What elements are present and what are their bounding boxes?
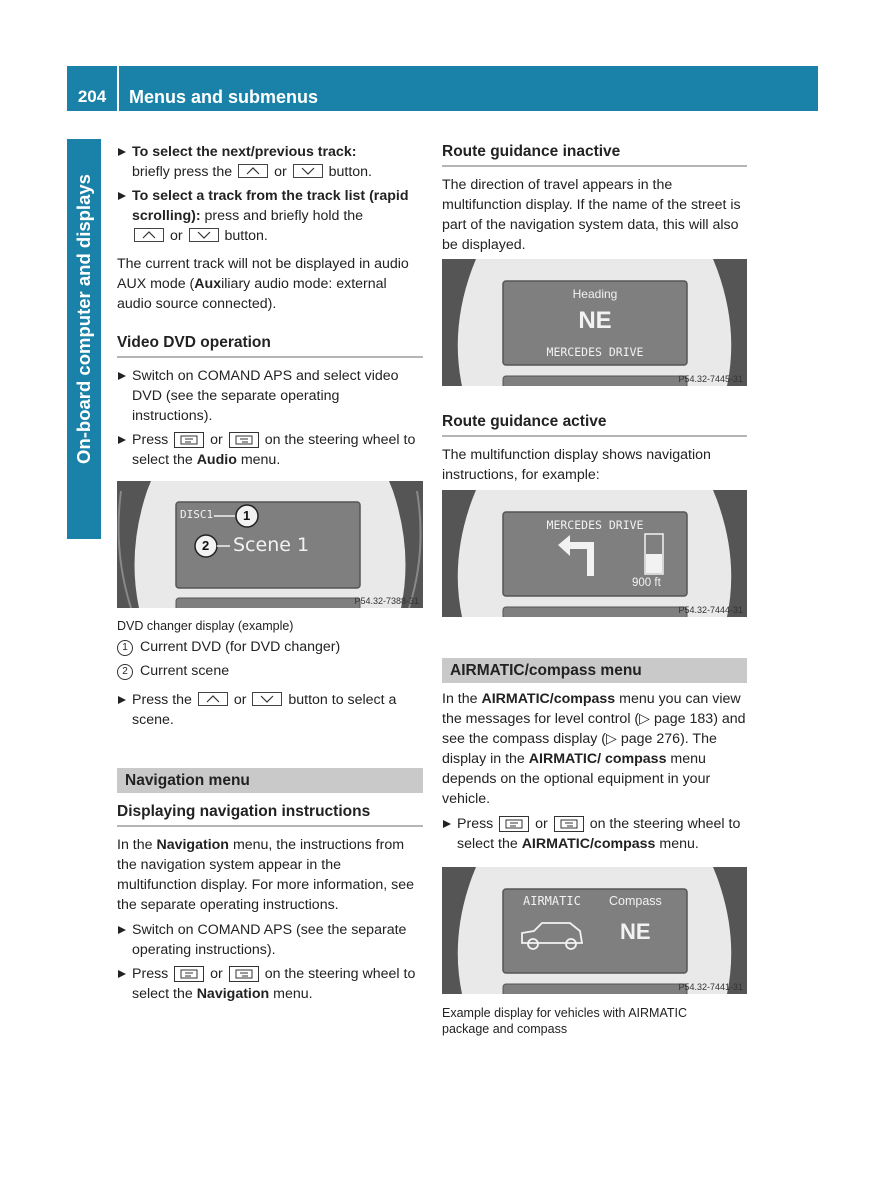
image-reference: P54.32-7444-31 (678, 605, 743, 615)
airmatic-label: AIRMATIC (523, 894, 581, 908)
step-bold: Audio (196, 452, 237, 468)
dvd-changer-display-image (117, 481, 423, 608)
para-text: menu you can view the messages for level control ( (442, 691, 741, 727)
image-reference: P54.32-7445-31 (678, 374, 743, 384)
legend-number: 2 (117, 664, 133, 680)
step-text: menu. (273, 986, 313, 1002)
airmatic-step (442, 814, 747, 854)
step-text: briefly press the (132, 164, 233, 180)
up-arrow-key-icon (238, 164, 268, 178)
page-back-key-icon (499, 816, 529, 832)
up-arrow-key-icon (134, 228, 164, 242)
video-step-2 (117, 430, 423, 470)
left-column-lower (117, 618, 423, 1004)
step-text: Press (132, 432, 169, 448)
aux-paragraph (117, 254, 423, 314)
legend-number: 1 (117, 640, 133, 656)
or-text: or (210, 432, 223, 448)
or-text: or (210, 966, 223, 982)
airmatic-caption-wrap (442, 1005, 732, 1037)
route-inactive-display-image (442, 259, 747, 386)
nav-instructions-heading: Displaying navigation instructions (117, 802, 423, 827)
heading-street: MERCEDES DRIVE (546, 345, 644, 359)
page-title: Menus and submenus (129, 87, 319, 107)
page-back-key-icon (174, 966, 204, 982)
route-active-display-image (442, 490, 747, 617)
distance-bar-fill (646, 554, 662, 573)
callout-1: 1 (243, 508, 251, 523)
step-text: menu. (659, 836, 699, 852)
step-text: menu. (240, 452, 281, 468)
header-divider (117, 66, 119, 111)
turn-display-graphic (442, 490, 747, 617)
step-text: on the steering wheel to select the (132, 966, 416, 1002)
legend-text: Current scene (140, 663, 230, 679)
step-text: on the steering wheel to select the (132, 432, 416, 468)
para-text: iliary audio mode: external audio source connected). (117, 276, 387, 312)
dvd-scene-label: Scene 1 (233, 534, 310, 556)
callout-2: 2 (202, 538, 210, 553)
step-text: button to select a scene. (132, 692, 397, 728)
legend-item-1 (117, 637, 423, 657)
step-bold: Navigation (196, 986, 270, 1002)
airmatic-caption: Example display for vehicles with AIRMATIC package and compass (442, 1006, 687, 1036)
page-header (67, 66, 818, 111)
active-distance: 900 ft (632, 577, 661, 589)
page-link[interactable]: page 183 (654, 711, 714, 727)
route-inactive-heading: Route guidance inactive (442, 142, 747, 167)
side-tab-label-wrap (67, 139, 101, 499)
route-active-paragraph: The multifunction display shows navigation instructions, for example: (442, 447, 711, 483)
down-arrow-key-icon (293, 164, 323, 178)
para-text: menu, the instructions from the navigation system appear in the multifunction display. For more information, see the separate operating instructions. (117, 837, 415, 913)
page-link[interactable]: page 276 (620, 731, 681, 747)
video-step-1: Switch on COMAND APS and select video DVD (see the separate operating instructions). (117, 366, 423, 426)
active-street: MERCEDES DRIVE (546, 518, 644, 532)
compass-label: Compass (609, 894, 662, 908)
or-text: or (169, 228, 183, 244)
dvd-disc-label: DISC1 (180, 508, 214, 521)
page-forward-key-icon (229, 432, 259, 448)
step-bold: AIRMATIC/compass (521, 836, 656, 852)
step-text: on the steering wheel to select the (457, 816, 741, 852)
route-inactive-paragraph: The direction of travel appears in the multifunction display. If the name of the street is part of the navigation system data, this will also be displayed. (442, 177, 741, 253)
para-text: ) and see the compass display ( (442, 711, 746, 747)
para-bold: Navigation (156, 837, 229, 853)
up-arrow-key-icon (198, 692, 228, 706)
para-bold: AIRMATIC/compass (481, 691, 616, 707)
step-track-list (117, 186, 423, 246)
heading-label: Heading (572, 287, 618, 301)
nav-paragraph (117, 835, 423, 915)
page-ref-icon: ▷ (606, 731, 621, 747)
para-text: In the (442, 691, 478, 707)
dvd-caption: DVD changer display (example) (117, 619, 294, 633)
compass-direction: NE (620, 919, 651, 944)
right-column-lower (442, 658, 747, 854)
legend-text: Current DVD (for DVD changer) (140, 639, 341, 655)
para-text: menu depends on the optional equipment in your vehicle. (442, 751, 711, 807)
nav-step-2 (117, 964, 423, 1004)
route-active-heading: Route guidance active (442, 412, 747, 437)
step-select-track (117, 142, 423, 182)
nav-step-1: Switch on COMAND APS (see the separate operating instructions). (117, 920, 423, 960)
para-bold: AIRMATIC/ compass (528, 751, 667, 767)
page-forward-key-icon (554, 816, 584, 832)
side-tab-label: On-board computer and displays (73, 174, 94, 464)
right-column-mid (442, 412, 747, 485)
page-back-key-icon (174, 432, 204, 448)
step-bold: To select a track from the track list (rapid scrolling): (132, 188, 409, 224)
step-text: Press (457, 816, 494, 832)
step-text: Press the (132, 692, 192, 708)
page-ref-icon: ▷ (639, 711, 654, 727)
airmatic-compass-bar: AIRMATIC/compass menu (442, 658, 747, 683)
video-dvd-heading: Video DVD operation (117, 333, 423, 358)
step-text: press and briefly hold the (204, 208, 364, 224)
airmatic-display-graphic (442, 867, 747, 994)
para-text: The current track will not be displayed in audio AUX mode ( (117, 256, 409, 292)
legend-item-2 (117, 661, 423, 681)
image-reference: P54.32-7441-31 (678, 982, 743, 992)
or-text: or (274, 164, 287, 180)
down-arrow-key-icon (252, 692, 282, 706)
page-number: 204 (77, 87, 107, 106)
para-text: ). The display in the (442, 731, 717, 767)
or-text: or (535, 816, 548, 832)
para-bold: Aux (194, 276, 222, 292)
airmatic-display-image (442, 867, 747, 994)
para-text: In the (117, 837, 153, 853)
page-forward-key-icon (229, 966, 259, 982)
step-bold: To select the next/previous track: (132, 144, 357, 160)
down-arrow-key-icon (189, 228, 219, 242)
step-text: button. (328, 164, 372, 180)
scene-step (117, 690, 423, 730)
right-column (442, 142, 747, 255)
left-column (117, 142, 423, 470)
heading-direction: NE (578, 307, 612, 334)
step-text: Press (132, 966, 169, 982)
image-reference: P54.32-7388-31 (354, 596, 419, 606)
or-text: or (233, 692, 247, 708)
navigation-menu-bar: Navigation menu (117, 768, 423, 793)
step-text: button. (224, 228, 268, 244)
airmatic-paragraph (442, 689, 747, 809)
